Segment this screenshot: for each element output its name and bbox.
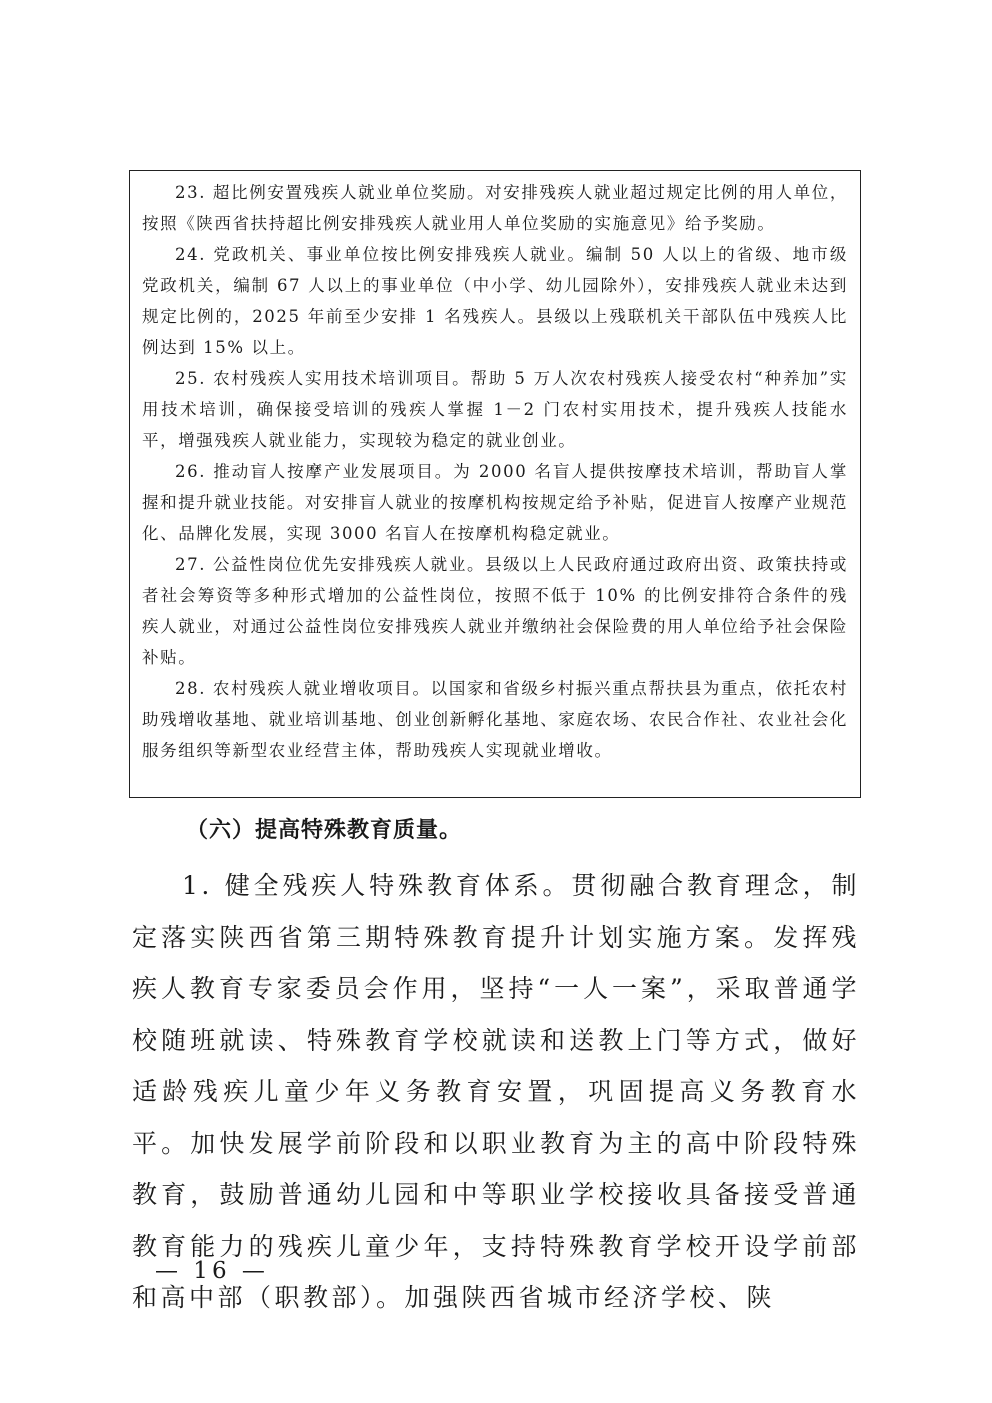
project-item-23: 23. 超比例安置残疾人就业单位奖励。对安排残疾人就业超过规定比例的用人单位，按照《陕西省扶持超比例安排残疾人就业用人单位奖励的实施意见》给予奖励。 bbox=[142, 183, 848, 233]
page-number: — 16 — bbox=[155, 1258, 269, 1284]
project-item-26: 26. 推动盲人按摩产业发展项目。为 2000 名盲人提供按摩技术培训，帮助盲人掌握和提升就业技能。对安排盲人就业的按摩机构按规定给予补贴，促进盲人按摩产业规范化、品牌化发展，实现 3000 名盲人在按摩机构稳定就业。 bbox=[142, 462, 848, 543]
body-paragraph: 1. 健全残疾人特殊教育体系。贯彻融合教育理念，制定落实陕西省第三期特殊教育提升计划实施方案。发挥残疾人教育专家委员会作用，坚持“一人一案”，采取普通学校随班就读、特殊教育学校就读和送教上门等方式，做好适龄残疾儿童少年义务教育安置，巩固提高义务教育水平。加快发展学前阶段和以职业教育为主的高中阶段特殊教育，鼓励普通幼儿园和中等职业学校接收具备接受普通教育能力的残疾儿童少年，支持特殊教育学校开设学前部和高中部（职教部）。加强陕西省城市经济学校、陕 bbox=[132, 871, 860, 1312]
section-heading: （六）提高特殊教育质量。 bbox=[186, 817, 463, 843]
project-item-27: 27. 公益性岗位优先安排残疾人就业。县级以上人民政府通过政府出资、政策扶持或者社会筹资等多种形式增加的公益性岗位，按照不低于 10% 的比例安排符合条件的残疾人就业，对通过公益性岗位安排残疾人就业并缴纳社会保险费的用人单位给予社会保险补贴。 bbox=[142, 555, 848, 667]
project-list-box bbox=[129, 170, 861, 798]
project-item-28: 28. 农村残疾人就业增收项目。以国家和省级乡村振兴重点帮扶县为重点，依托农村助残增收基地、就业培训基地、创业创新孵化基地、家庭农场、农民合作社、农业社会化服务组织等新型农业经营主体，帮助残疾人实现就业增收。 bbox=[142, 679, 848, 760]
project-item-24: 24. 党政机关、事业单位按比例安排残疾人就业。编制 50 人以上的省级、地市级党政机关，编制 67 人以上的事业单位（中小学、幼儿园除外），安排残疾人就业未达到规定比例的，2025 年前至少安排 1 名残疾人。县级以上残联机关干部队伍中残疾人比例达到 15% 以上。 bbox=[142, 245, 848, 357]
project-item-25: 25. 农村残疾人实用技术培训项目。帮助 5 万人次农村残疾人接受农村“种养加”实用技术培训，确保接受培训的残疾人掌握 1－2 门农村实用技术，提升残疾人技能水平，增强残疾人就业能力，实现较为稳定的就业创业。 bbox=[142, 369, 848, 450]
